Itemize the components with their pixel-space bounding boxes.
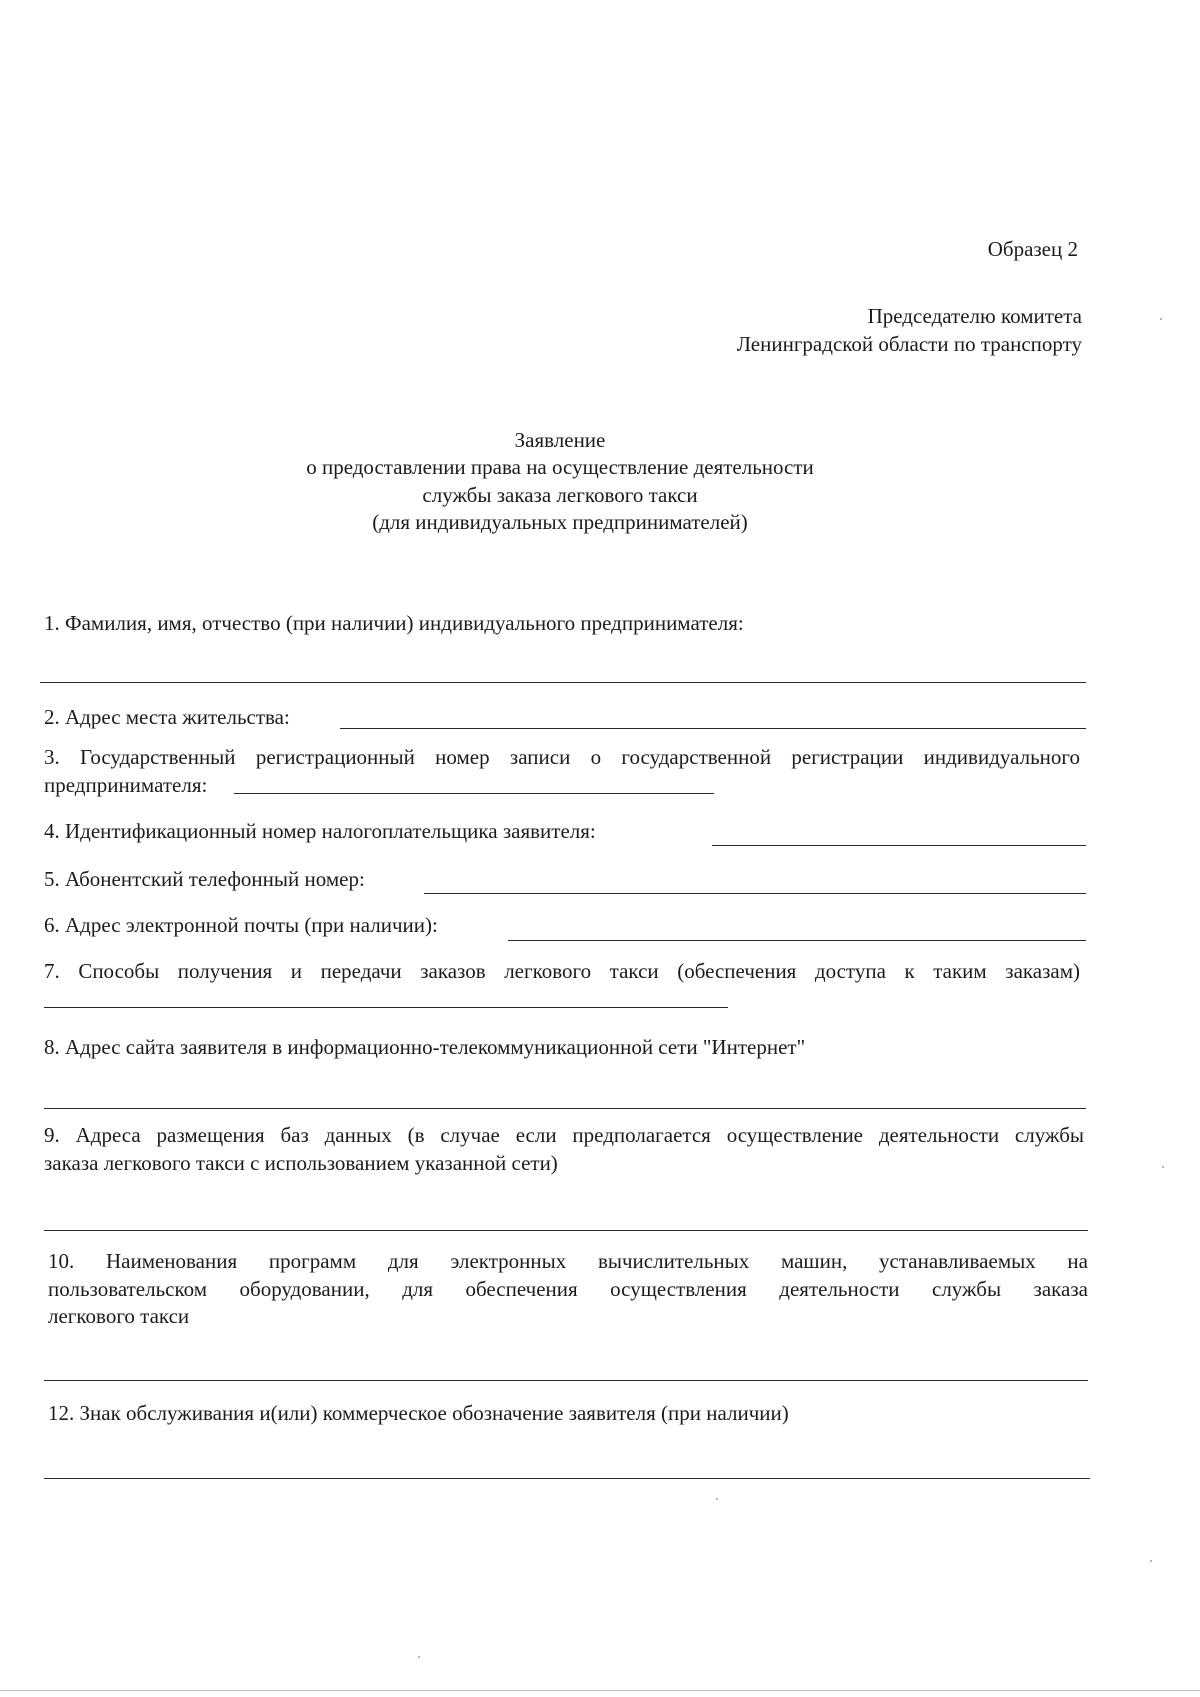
field-8-label: 8. Адрес сайта заявителя в информационно-телекоммуникационной сети "Интернет" <box>44 1035 806 1059</box>
field-3-label-line-2: предпринимателя: <box>44 772 208 797</box>
field-9-input-line[interactable] <box>44 1230 1088 1231</box>
addressee-line-1: Председателю комитета <box>867 304 1082 328</box>
scan-speck <box>1160 318 1162 320</box>
field-2-input-line[interactable] <box>340 728 1086 729</box>
scan-speck <box>1162 1166 1164 1168</box>
field-7-input-line[interactable] <box>44 1007 728 1008</box>
field-4-label: 4. Идентификационный номер налогоплательщика заявителя: <box>44 819 596 843</box>
field-10-block <box>48 1248 1088 1331</box>
scan-speck <box>418 1656 420 1658</box>
field-3-input-line[interactable] <box>234 793 714 794</box>
field-3-block <box>44 744 1080 799</box>
field-5-label: 5. Абонентский телефонный номер: <box>44 867 365 891</box>
field-1-label: 1. Фамилия, имя, отчество (при наличии) индивидуального предпринимателя: <box>44 611 744 635</box>
sample-label: Образец 2 <box>987 237 1078 261</box>
field-6-input-line[interactable] <box>508 940 1086 941</box>
addressee-line-2: Ленинградской области по транспорту <box>736 332 1082 357</box>
field-1-input-line[interactable] <box>40 682 1086 683</box>
scan-speck <box>716 1498 718 1500</box>
field-7-label: 7. Способы получения и передачи заказов легкового такси (обеспечения доступа к таким заказам) <box>44 959 1080 983</box>
field-12-input-line[interactable] <box>44 1478 1090 1479</box>
field-9-label-line-2: заказа легкового такси с использованием указанной сети) <box>44 1150 558 1175</box>
title-line-2: о предоставлении права на осуществление деятельности <box>306 455 814 480</box>
field-10-label-line-1: 10. Наименования программ для электронных вычислительных машин, устанавливаемых на <box>48 1249 1088 1273</box>
field-8-input-line[interactable] <box>44 1108 1086 1109</box>
field-10-label-line-3: легкового такси <box>48 1304 190 1329</box>
field-3-label-line-1: 3. Государственный регистрационный номер записи о государственной регистрации индивидуального <box>44 745 1080 769</box>
field-12-label: 12. Знак обслуживания и(или) коммерческое обозначение заявителя (при наличии) <box>48 1401 789 1425</box>
title-line-1: Заявление <box>514 428 606 452</box>
field-2-label: 2. Адрес места жительства: <box>44 705 290 729</box>
field-4-input-line[interactable] <box>712 845 1086 846</box>
field-10-label-line-2: пользовательском оборудовании, для обеспечения осуществления деятельности службы заказа <box>48 1276 1088 1301</box>
field-5-input-line[interactable] <box>424 893 1086 894</box>
title-line-4: (для индивидуальных предпринимателей) <box>372 509 748 534</box>
field-10-input-line[interactable] <box>44 1380 1088 1381</box>
addressee-block <box>737 302 1082 359</box>
page-bottom-edge <box>0 1690 1200 1691</box>
field-9-label-line-1: 9. Адреса размещения баз данных (в случае если предполагается осуществление деятельности службы <box>44 1123 1084 1147</box>
document-title <box>260 427 860 536</box>
field-6-label: 6. Адрес электронной почты (при наличии): <box>44 913 438 937</box>
field-9-block <box>44 1122 1084 1177</box>
scan-speck <box>1150 1560 1152 1562</box>
title-line-3: службы заказа легкового такси <box>422 482 698 507</box>
